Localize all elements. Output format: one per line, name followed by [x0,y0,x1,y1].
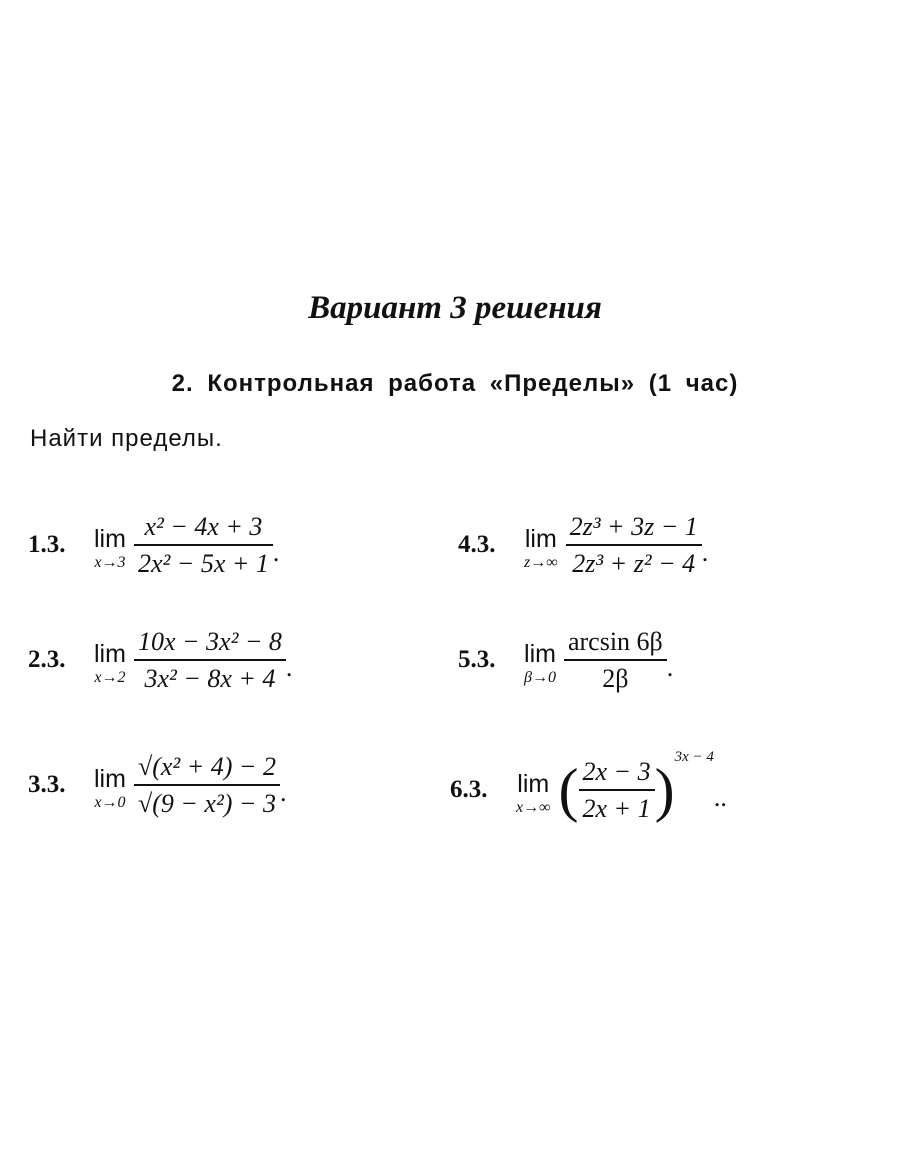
end-mark: . [285,653,293,682]
fraction [566,511,702,579]
problem-1-3 [28,500,279,590]
denominator: 2z³ + z² − 4 [572,549,696,578]
limit-operator [94,527,126,574]
numerator: x² − 4x + 3 [134,511,273,546]
end-mark: . [279,778,287,807]
end-mark: . [701,538,709,567]
lim-subscript: x→2 [94,669,126,687]
close-paren: ) [654,757,675,823]
problem-4-3 [458,500,708,590]
problem-number: 3.3. [28,771,66,798]
limit-operator [524,527,558,574]
lim-word: lim [94,525,126,554]
lim-word: lim [524,525,557,554]
open-paren: ( [558,757,579,823]
fraction [579,756,655,824]
lim-word: lim [94,640,126,669]
exponent: 3x − 4 [674,749,714,765]
end-mark: . [666,653,674,682]
lim-word: lim [524,640,556,669]
limit-operator [94,642,126,689]
limit-operator [524,642,556,689]
denominator: √(9 − x²) − 3 [137,789,276,818]
numerator: 2z³ + 3z − 1 [566,511,702,546]
denominator: 2β [602,664,629,693]
fraction [564,626,667,694]
lim-subscript: x→∞ [516,799,551,817]
numerator: arcsin 6β [564,626,667,661]
fraction [134,511,273,579]
problem-number: 5.3. [458,646,496,673]
numerator: √(x² + 4) − 2 [134,751,280,786]
lim-word: lim [94,765,126,794]
problem-5-3 [458,615,673,705]
numerator: 10x − 3x² − 8 [134,626,286,661]
limit-operator [516,772,551,819]
fraction [134,751,280,819]
end-mark: .. [713,783,727,812]
numerator: 2x − 3 [579,756,655,791]
problem-2-3 [28,615,292,705]
end-mark: . [272,538,280,567]
problem-6-3 [450,745,727,835]
variant-title: Вариант 3 решения [308,290,602,326]
instruction: Найти пределы. [30,425,223,452]
lim-subscript: x→3 [94,554,126,572]
limit-operator [94,767,126,814]
denominator: 3x² − 8x + 4 [144,664,276,693]
problem-number: 1.3. [28,531,66,558]
denominator: 2x + 1 [582,794,651,823]
problem-3-3 [28,740,286,830]
work-title: 2. Контрольная работа «Пределы» (1 час) [171,370,739,397]
lim-subscript: β→0 [524,669,556,687]
lim-word: lim [517,770,550,799]
lim-subscript: x→0 [94,794,126,812]
lim-subscript: z→∞ [524,554,558,572]
denominator: 2x² − 5x + 1 [137,549,269,578]
problem-number: 6.3. [450,776,488,803]
problem-number: 4.3. [458,531,496,558]
problem-number: 2.3. [28,646,66,673]
fraction [134,626,286,694]
